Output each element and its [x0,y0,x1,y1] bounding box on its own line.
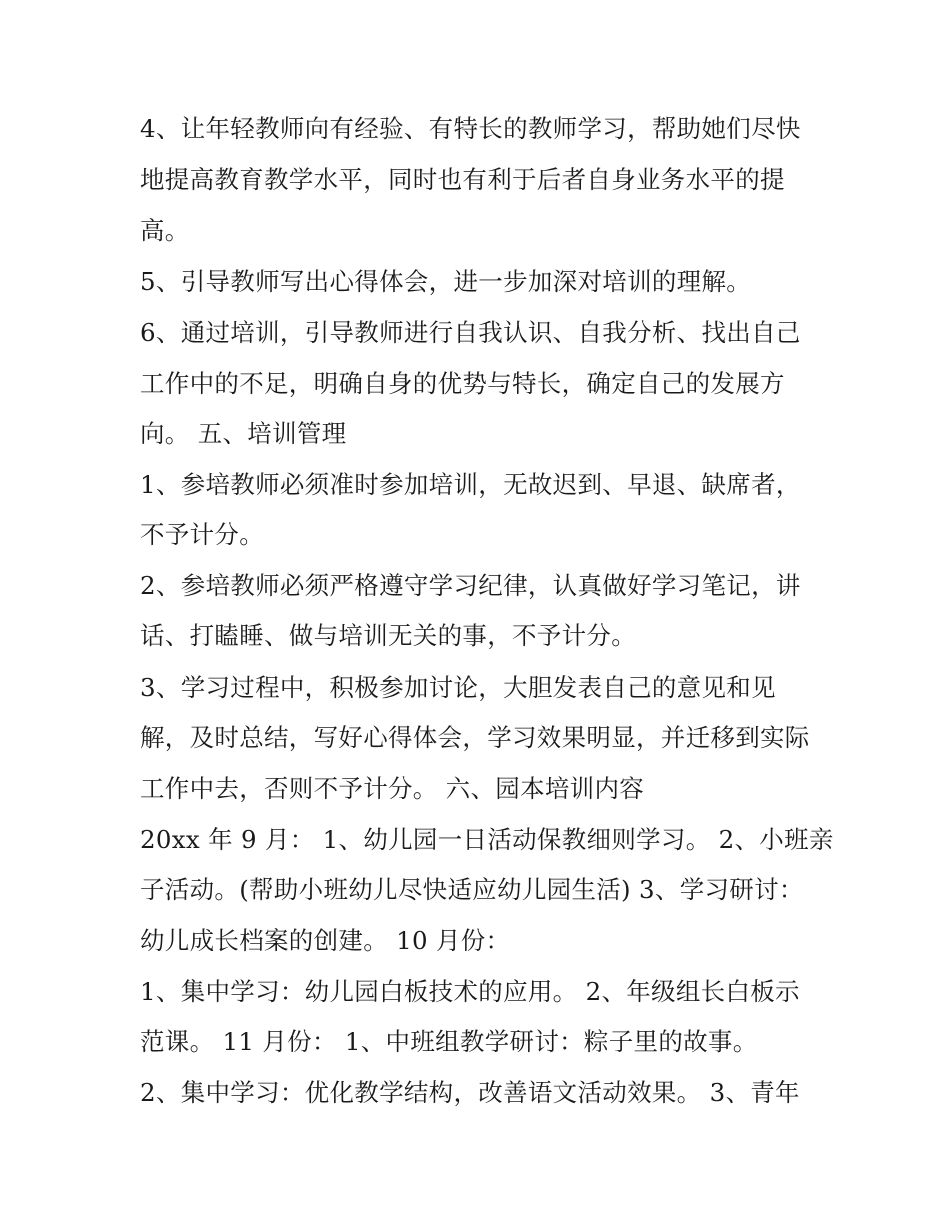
text-line: 工作中去，否则不予计分。 六、园本培训内容 [140,774,645,803]
text-line: 地提高教育教学水平，同时也有利于后者自身业务水平的提 [140,165,785,194]
text-line: 20xx 年 9 月： 1、幼儿园一日活动保教细则学习。 2、小班亲 [140,825,834,854]
text-line: 1、集中学习：幼儿园白板技术的应用。 2、年级组长白板示 [140,977,800,1006]
text-line: 2、参培教师必须严格遵守学习纪律，认真做好学习笔记，讲 [140,571,801,600]
text-line: 6、通过培训，引导教师进行自我认识、自我分析、找出自己 [140,318,801,347]
text-line: 2、集中学习：优化教学结构，改善语文活动效果。 3、青年 [140,1078,800,1107]
text-line: 话、打瞌睡、做与培训无关的事，不予计分。 [140,621,636,650]
text-line: 1、参培教师必须准时参加培训，无故迟到、早退、缺席者， [140,470,801,499]
text-line: 高。 [140,216,190,245]
text-line: 5、引导教师写出心得体会，进一步加深对培训的理解。 [140,267,752,296]
text-line: 4、让年轻教师向有经验、有特长的教师学习，帮助她们尽快 [140,114,801,143]
text-line: 不予计分。 [140,520,264,549]
text-line: 工作中的不足，明确自身的优势与特长，确定自己的发展方 [140,369,785,398]
text-line: 范课。 11 月份： 1、中班组教学研讨：粽子里的故事。 [140,1027,758,1056]
text-line: 幼儿成长档案的创建。 10 月份： [140,926,511,955]
text-line: 子活动。(帮助小班幼儿尽快适应幼儿园生活) 3、学习研讨： [140,875,804,904]
text-line: 向。 五、培训管理 [140,419,347,448]
text-line: 3、学习过程中，积极参加讨论，大胆发表自己的意见和见 [140,673,776,702]
text-line: 解，及时总结，写好心得体会，学习效果明显，并迁移到实际 [140,723,810,752]
